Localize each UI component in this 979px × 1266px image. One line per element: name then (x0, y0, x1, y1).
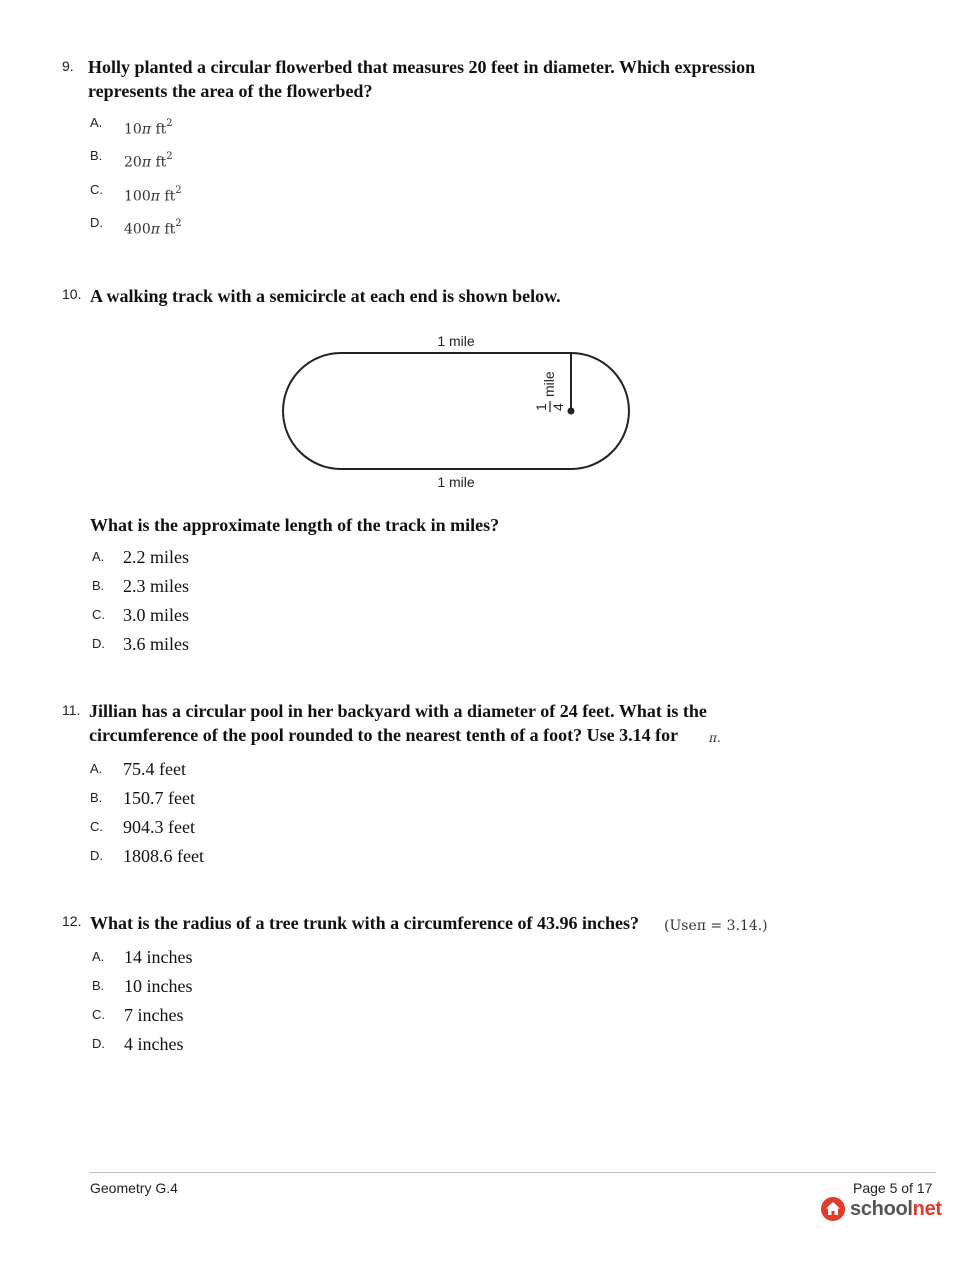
choice-text[interactable]: 150.7 feet (123, 788, 195, 808)
question-text-line-1: Holly planted a circular flowerbed that measures 20 feet in diameter. Which expression (88, 57, 756, 77)
question-text-line-2: circumference of the pool rounded to the nearest tenth of a foot? Use 3.14 for (89, 725, 679, 745)
choice-text[interactable]: 904.3 feet (123, 817, 195, 837)
top-length-label: 1 mile (437, 333, 475, 349)
pi-value-note: (Useπ = 3.14.) (664, 918, 768, 934)
choice-expression[interactable]: 100π $ft^2$ (124, 185, 182, 205)
question-text: What is the radius of a tree trunk with a circumference of 43.96 inches? (90, 913, 639, 933)
radius-numerator: 1 (533, 403, 549, 411)
choice-letter[interactable]: C. (90, 819, 103, 834)
choice-letter[interactable]: A. (90, 761, 103, 776)
choice-text[interactable]: 2.2 miles (123, 547, 189, 567)
choice-letter[interactable]: C. (92, 1007, 105, 1022)
choice-text[interactable]: 3.0 miles (123, 605, 189, 625)
center-dot (568, 408, 575, 415)
radius-denominator: 4 (550, 403, 566, 411)
question-text: A walking track with a semicircle at each end is shown below. (90, 286, 561, 306)
choice-letter[interactable]: B. (90, 148, 103, 163)
choice-expression[interactable]: 10π $ft^2$ (124, 118, 173, 138)
track-outline (283, 353, 629, 469)
choice-letter[interactable]: C. (90, 182, 103, 197)
choice-letter[interactable]: A. (92, 549, 105, 564)
choice-letter[interactable]: B. (92, 978, 105, 993)
choice-text[interactable]: 75.4 feet (123, 759, 186, 779)
choice-text[interactable]: 7 inches (124, 1005, 184, 1025)
bottom-length-label: 1 mile (437, 474, 475, 490)
radius-unit: mile (541, 371, 557, 397)
choice-letter[interactable]: A. (92, 949, 105, 964)
radius-label (533, 371, 566, 412)
question-number: 11. (62, 702, 81, 718)
choice-text[interactable]: 2.3 miles (123, 576, 189, 596)
choice-letter[interactable]: C. (92, 607, 105, 622)
pi-symbol: π. (709, 731, 721, 745)
footer-course-label: Geometry G.4 (90, 1180, 178, 1196)
question-text-line-2: represents the area of the flowerbed? (88, 81, 373, 101)
choice-expression[interactable]: 20π $ft^2$ (124, 151, 173, 171)
choice-letter[interactable]: D. (90, 215, 103, 230)
question-text-line-1: Jillian has a circular pool in her backyard with a diameter of 24 feet. What is the (89, 701, 707, 721)
choice-text[interactable]: 3.6 miles (123, 634, 189, 654)
schoolnet-logo (820, 1196, 942, 1222)
choice-letter[interactable]: D. (92, 1036, 105, 1051)
subquestion-text: What is the approximate length of the track in miles? (90, 515, 500, 535)
choice-letter[interactable]: A. (90, 115, 103, 130)
choice-text[interactable]: 4 inches (124, 1034, 184, 1054)
logo-wordmark: schoolnet (850, 1197, 942, 1220)
track-diagram (270, 325, 650, 495)
footer-divider (90, 1172, 936, 1173)
house-icon (820, 1196, 846, 1222)
question-number: 9. (62, 58, 74, 74)
page-number: Page 5 of 17 (853, 1180, 933, 1196)
choice-letter[interactable]: D. (92, 636, 105, 651)
choice-letter[interactable]: B. (92, 578, 105, 593)
choice-text[interactable]: 14 inches (124, 947, 193, 967)
choice-expression[interactable]: 400π $ft^2$ (124, 218, 182, 238)
choice-letter[interactable]: B. (90, 790, 103, 805)
choice-letter[interactable]: D. (90, 848, 103, 863)
choice-text[interactable]: 1808.6 feet (123, 846, 204, 866)
choice-text[interactable]: 10 inches (124, 976, 193, 996)
question-number: 12. (62, 913, 82, 929)
question-number: 10. (62, 286, 82, 302)
